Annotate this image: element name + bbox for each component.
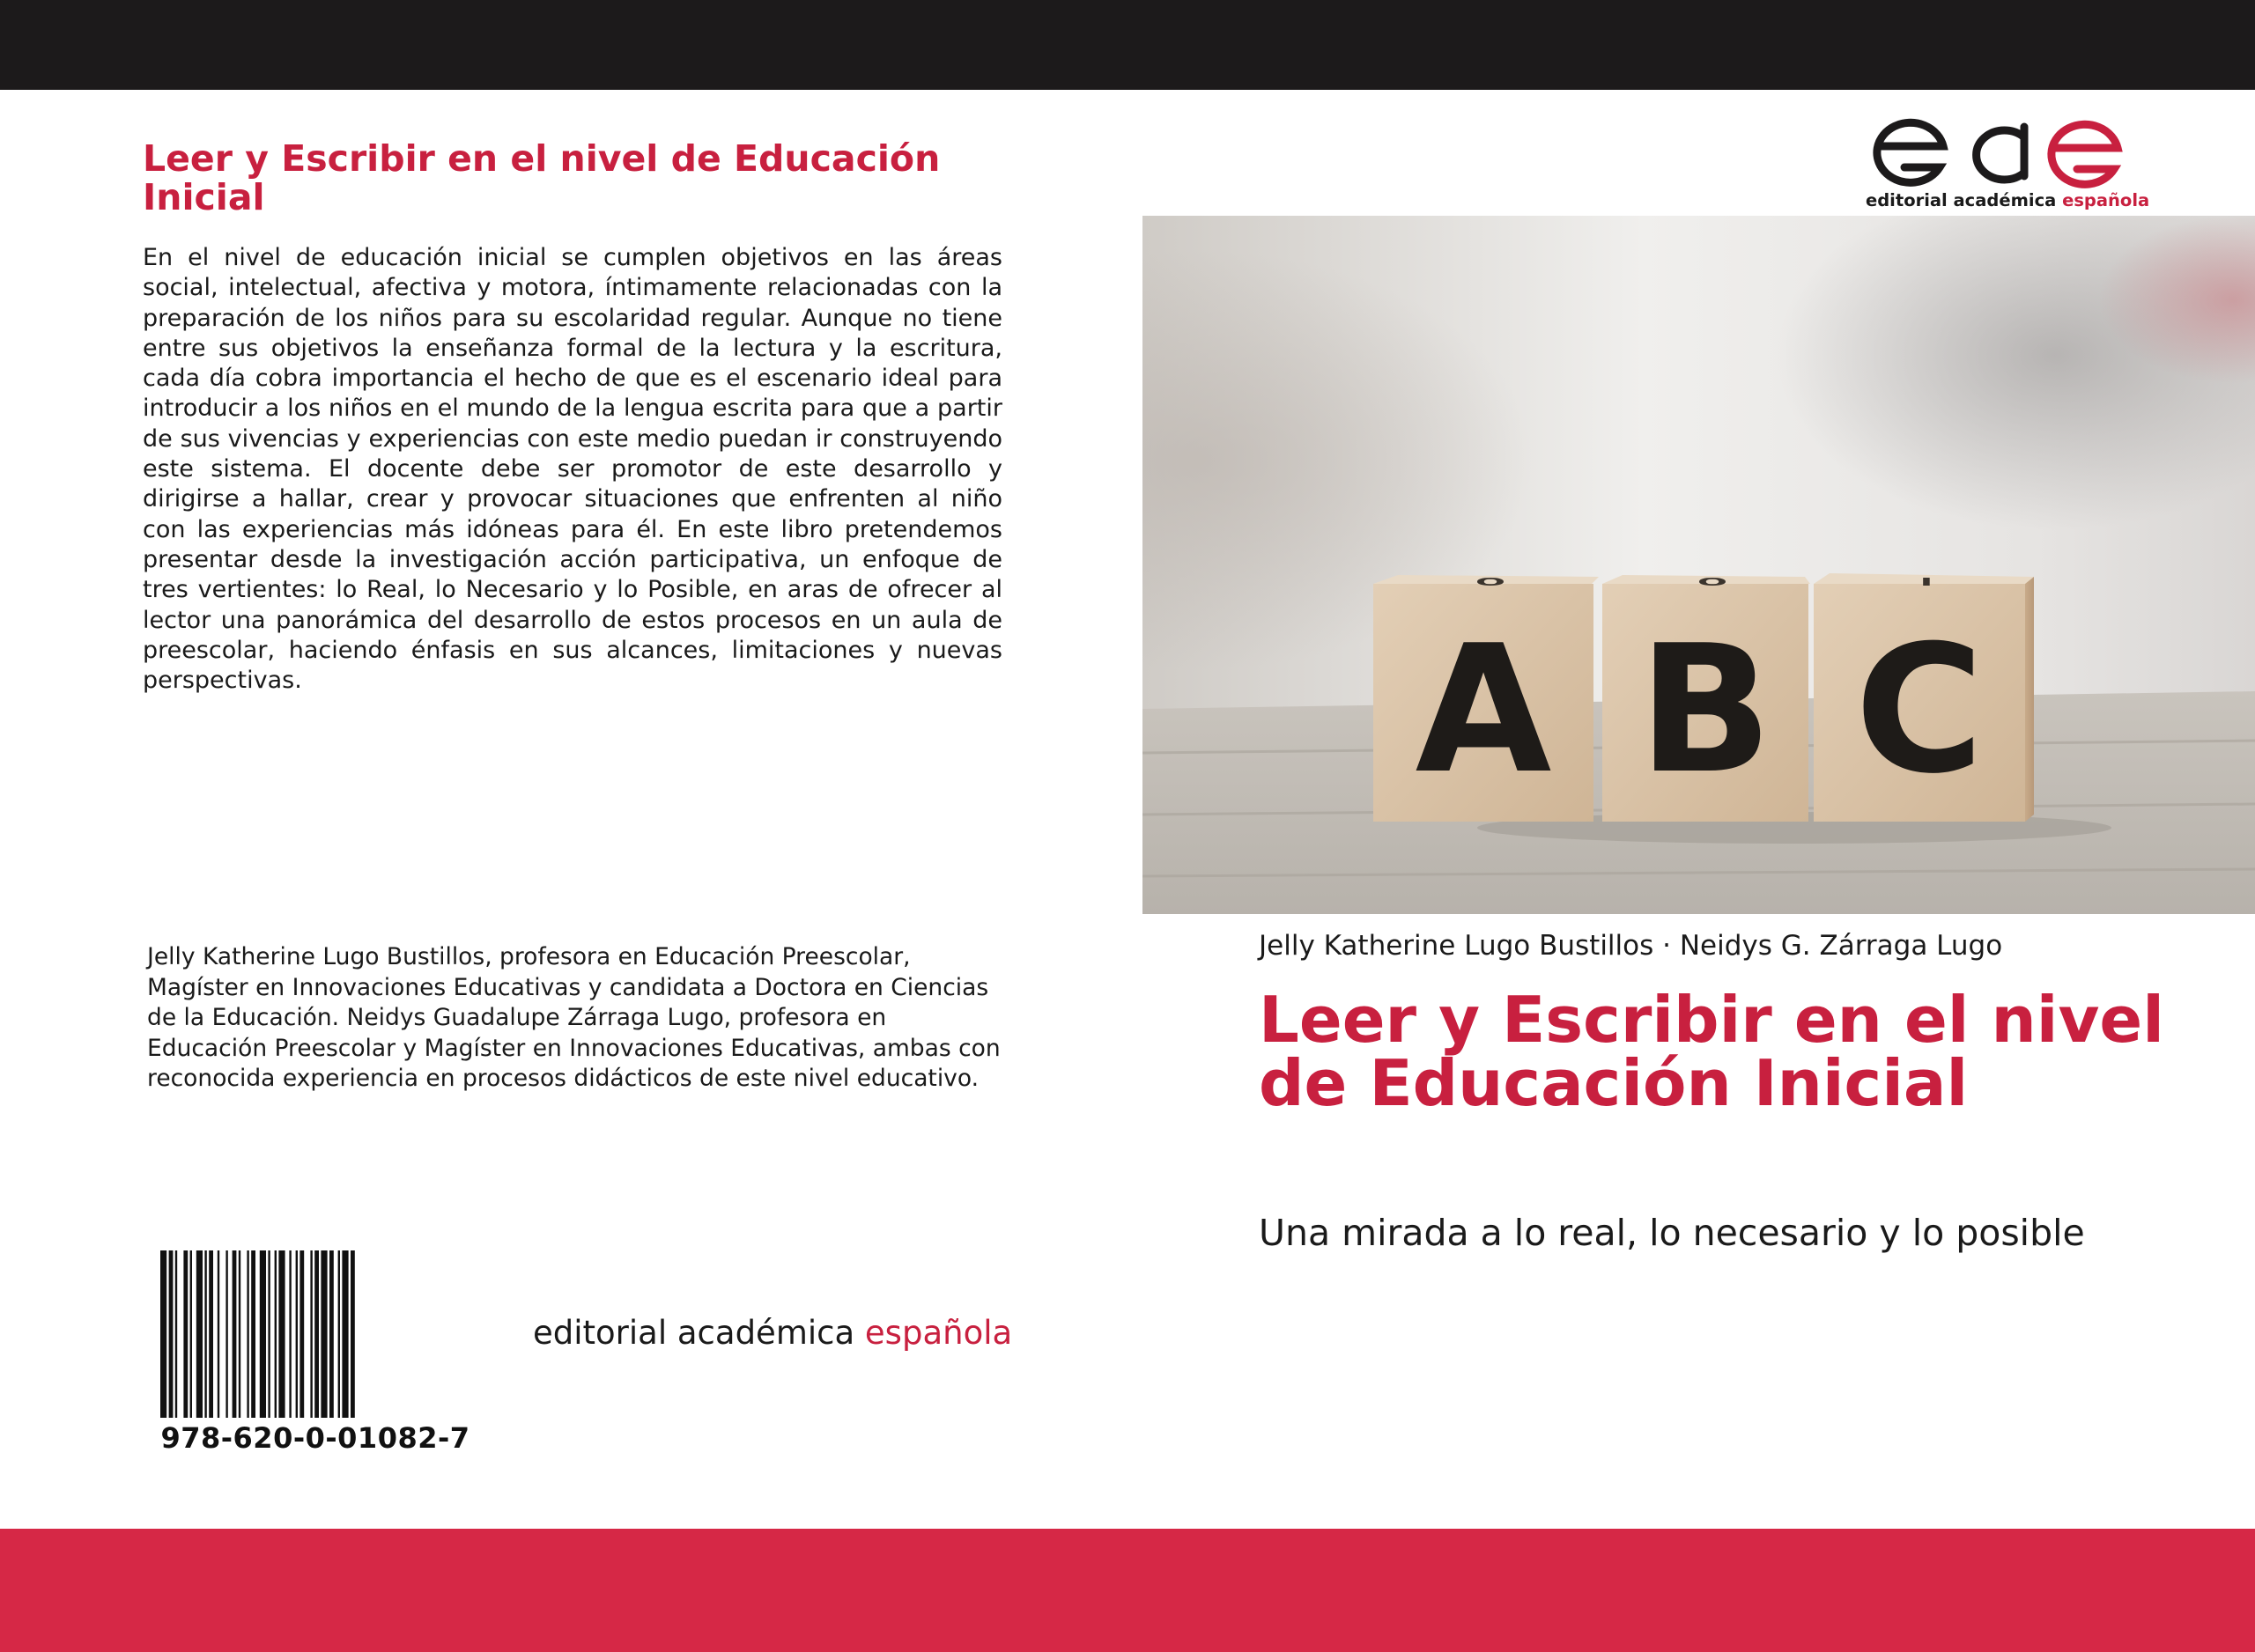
top-band: [0, 0, 2255, 90]
barcode: [157, 1250, 474, 1462]
isbn-number: 978-620-0-01082-7: [160, 1421, 470, 1455]
block-letter-c: C: [1854, 608, 1985, 813]
publisher-logo: [1866, 109, 2150, 215]
block-top-letter: O: [1697, 576, 1727, 588]
authors-line: Jelly Katherine Lugo Bustillos · Neidys G. Zárraga Lugo: [1259, 930, 2003, 962]
cover-photo: [1142, 216, 2255, 914]
block-top-letter: I: [1919, 576, 1933, 588]
logo-wordmark-part1: editorial académica: [1866, 190, 2063, 210]
logo-wordmark: [1866, 190, 2150, 210]
back-publisher-part1: editorial académica: [533, 1314, 865, 1352]
abc-wooden-blocks-photo: [1142, 216, 2255, 914]
back-cover-title: Leer y Escribir en el nivel de Educación Inicial: [143, 137, 941, 218]
block-top-letter: O: [1475, 576, 1505, 588]
eae-logo-icon: [1869, 109, 2126, 190]
back-publisher-part2: española: [864, 1314, 1013, 1352]
front-cover-title: Leer y Escribir en el nivel de Educación Inicial: [1259, 983, 2164, 1120]
block-letter-a: A: [1415, 608, 1552, 813]
block-letter-b: B: [1638, 608, 1773, 813]
back-cover-blurb: En el nivel de educación inicial se cumplen objetivos en las áreas social, intelectual, afectiva y motora, íntimamente relacionadas con la preparación de los niños para su escolaridad regular. Aunque no tiene entre sus objetivos la enseñanza formal de la lectura y la escritura, cada día cobra importancia el hecho de que es el escenario ideal para introducir a los niños en el mundo de la lengua escrita para que a partir de sus vivencias y experiencias con este medio puedan ir construyendo este sistema. El docente debe ser promotor de este desarrollo y dirigirse a hallar, crear y provocar situaciones que enfrenten al niño con las experiencias más idóneas para él. En este libro pretendemos presentar desde la investigación acción participativa, un enfoque de tres vertientes: lo Real, lo Necesario y lo Posible, en aras de ofrecer al lector una panorámica del desarrollo de estos procesos en un aula de preescolar, haciendo énfasis en sus alcances, limitaciones y nuevas perspectivas.: [143, 244, 1002, 695]
front-cover-subtitle: Una mirada a lo real, lo necesario y lo posible: [1259, 1212, 2085, 1254]
back-publisher-name: [533, 1314, 1012, 1352]
logo-wordmark-part2: española: [2062, 190, 2150, 210]
bottom-band: [0, 1529, 2255, 1652]
author-bio: Jelly Katherine Lugo Bustillos, profesora en Educación Preescolar, Magíster en Innovaciones Educativas y candidata a Doctora en Ciencias de la Educación. Neidys Guadalupe Zárraga Lugo, profesora en Educación Preescolar y Magíster en Innovaciones Educativas, ambas con reconocida experiencia en procesos didácticos de este nivel educativo.: [147, 943, 1001, 1092]
barcode-bars-icon: [157, 1250, 474, 1418]
